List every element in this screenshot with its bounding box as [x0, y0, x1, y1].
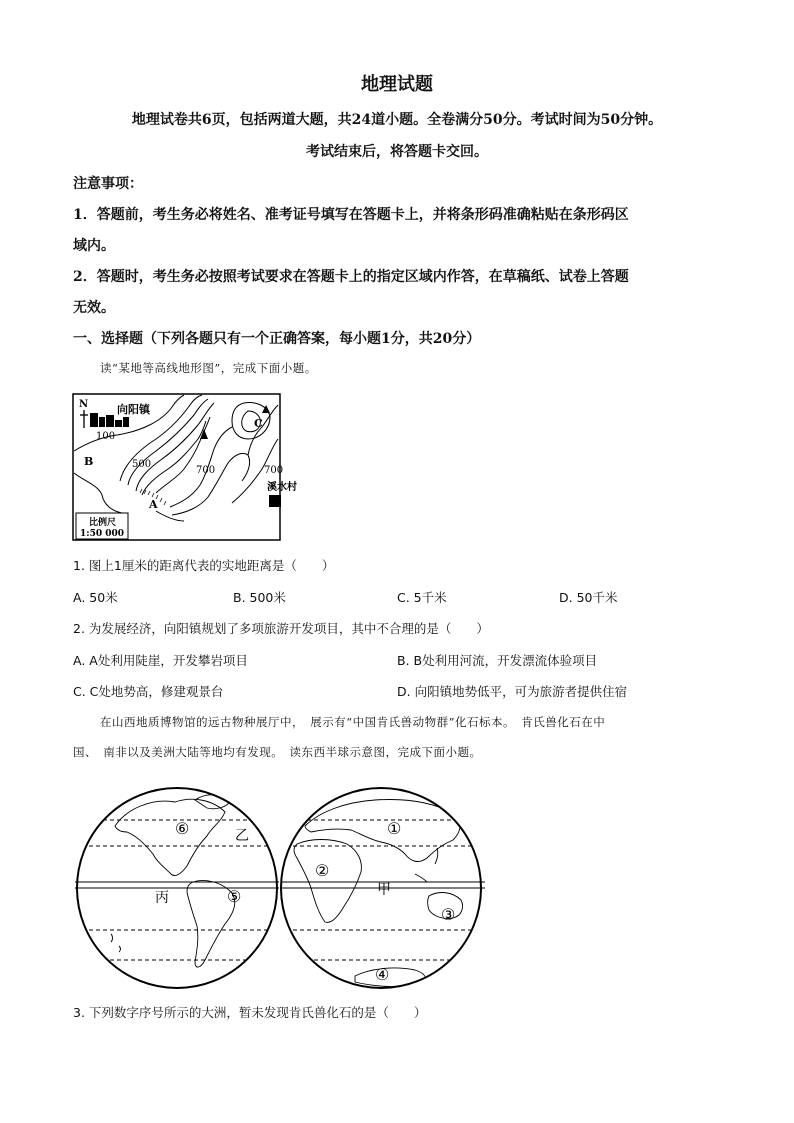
point-b-label: B — [84, 455, 94, 468]
north-label: N — [79, 399, 89, 410]
contour-label-700a: 700 — [196, 465, 216, 476]
label-e2: ② — [315, 861, 330, 880]
contour-label-700b: 700 — [264, 465, 284, 476]
label-bing: 丙 — [155, 890, 169, 906]
passage2-line2: 国、 南非以及美洲大陆等地均有发现。 读东西半球示意图，完成下面小题。 — [73, 745, 482, 759]
label-yi: 乙 — [235, 828, 249, 844]
q1-option-b[interactable]: B. 500米 — [233, 590, 286, 605]
q2-option-d[interactable]: D. 向阳镇地势低平，可为旅游者提供住宿 — [397, 684, 628, 699]
section1-heading: 一、选择题（下列各题只有一个正确答案，每小题1分，共20分） — [73, 331, 481, 347]
village-marker-icon — [269, 495, 281, 507]
label-w6: ⑥ — [175, 819, 190, 838]
exam-intro-line2: 考试结束后，将答题卡交回。 — [306, 144, 488, 160]
passage2-line1: 在山西地质博物馆的远古物种展厅中， 展示有“中国肯氏兽动物群”化石标本。 肯氏兽化石在中 — [100, 715, 606, 729]
q2-stem: 2. 为发展经济，向阳镇规划了多项旅游开发项目，其中不合理的是（ ） — [73, 621, 489, 636]
point-a-label: A — [149, 498, 158, 511]
label-e4: ④ — [375, 965, 390, 984]
q1-option-c[interactable]: C. 5千米 — [397, 590, 447, 605]
contour-label-100: 100 — [96, 431, 116, 442]
label-e3: ③ — [441, 905, 456, 924]
label-e1: ① — [387, 819, 402, 838]
notes-item2-line1: 2．答题时，考生务必按照考试要求在答题卡上的指定区域内作答，在草稿纸、试卷上答题 — [73, 269, 629, 285]
page-title: 地理试题 — [361, 74, 433, 95]
eastern-hemisphere — [279, 788, 485, 988]
scale-value: 1:50 000 — [80, 529, 125, 539]
q2-option-a[interactable]: A. A处利用陡崖，开发攀岩项目 — [73, 653, 248, 668]
label-jia: 甲 — [377, 882, 391, 898]
scale-label: 比例尺 — [89, 518, 117, 528]
contour-map-figure — [72, 393, 297, 543]
contour-label-500: 500 — [132, 459, 152, 470]
section1-instruction: 读“某地等高线地形图”，完成下面小题。 — [100, 361, 317, 375]
q2-option-c[interactable]: C. C处地势高，修建观景台 — [73, 684, 224, 699]
label-w5: ⑤ — [227, 887, 242, 906]
q1-option-d[interactable]: D. 50千米 — [559, 590, 618, 605]
notes-item2-line2: 无效。 — [73, 300, 115, 316]
notes-heading: 注意事项： — [73, 176, 143, 192]
point-c-label: C — [254, 417, 263, 430]
notes-item1-line1: 1．答题前，考生务必将姓名、准考证号填写在答题卡上，并将条形码准确粘贴在条形码区 — [73, 207, 629, 223]
village-label: 溪水村 — [267, 482, 297, 493]
q1-option-a[interactable]: A. 50米 — [73, 590, 118, 605]
exam-intro-line1: 地理试卷共6页，包括两道大题，共24道小题。全卷满分50分。考试时间为50分钟。 — [131, 112, 663, 128]
notes-item1-line2: 域内。 — [73, 238, 115, 254]
q3-stem: 3. 下列数字序号所示的大洲，暂未发现肯氏兽化石的是（ ） — [73, 1005, 427, 1020]
q1-stem: 1. 图上1厘米的距离代表的实地距离是（ ） — [73, 558, 335, 573]
western-hemisphere — [75, 788, 285, 988]
town-label: 向阳镇 — [117, 403, 150, 416]
hemispheres-figure — [75, 778, 485, 998]
q2-option-b[interactable]: B. B处利用河流，开发漂流体验项目 — [397, 653, 598, 668]
